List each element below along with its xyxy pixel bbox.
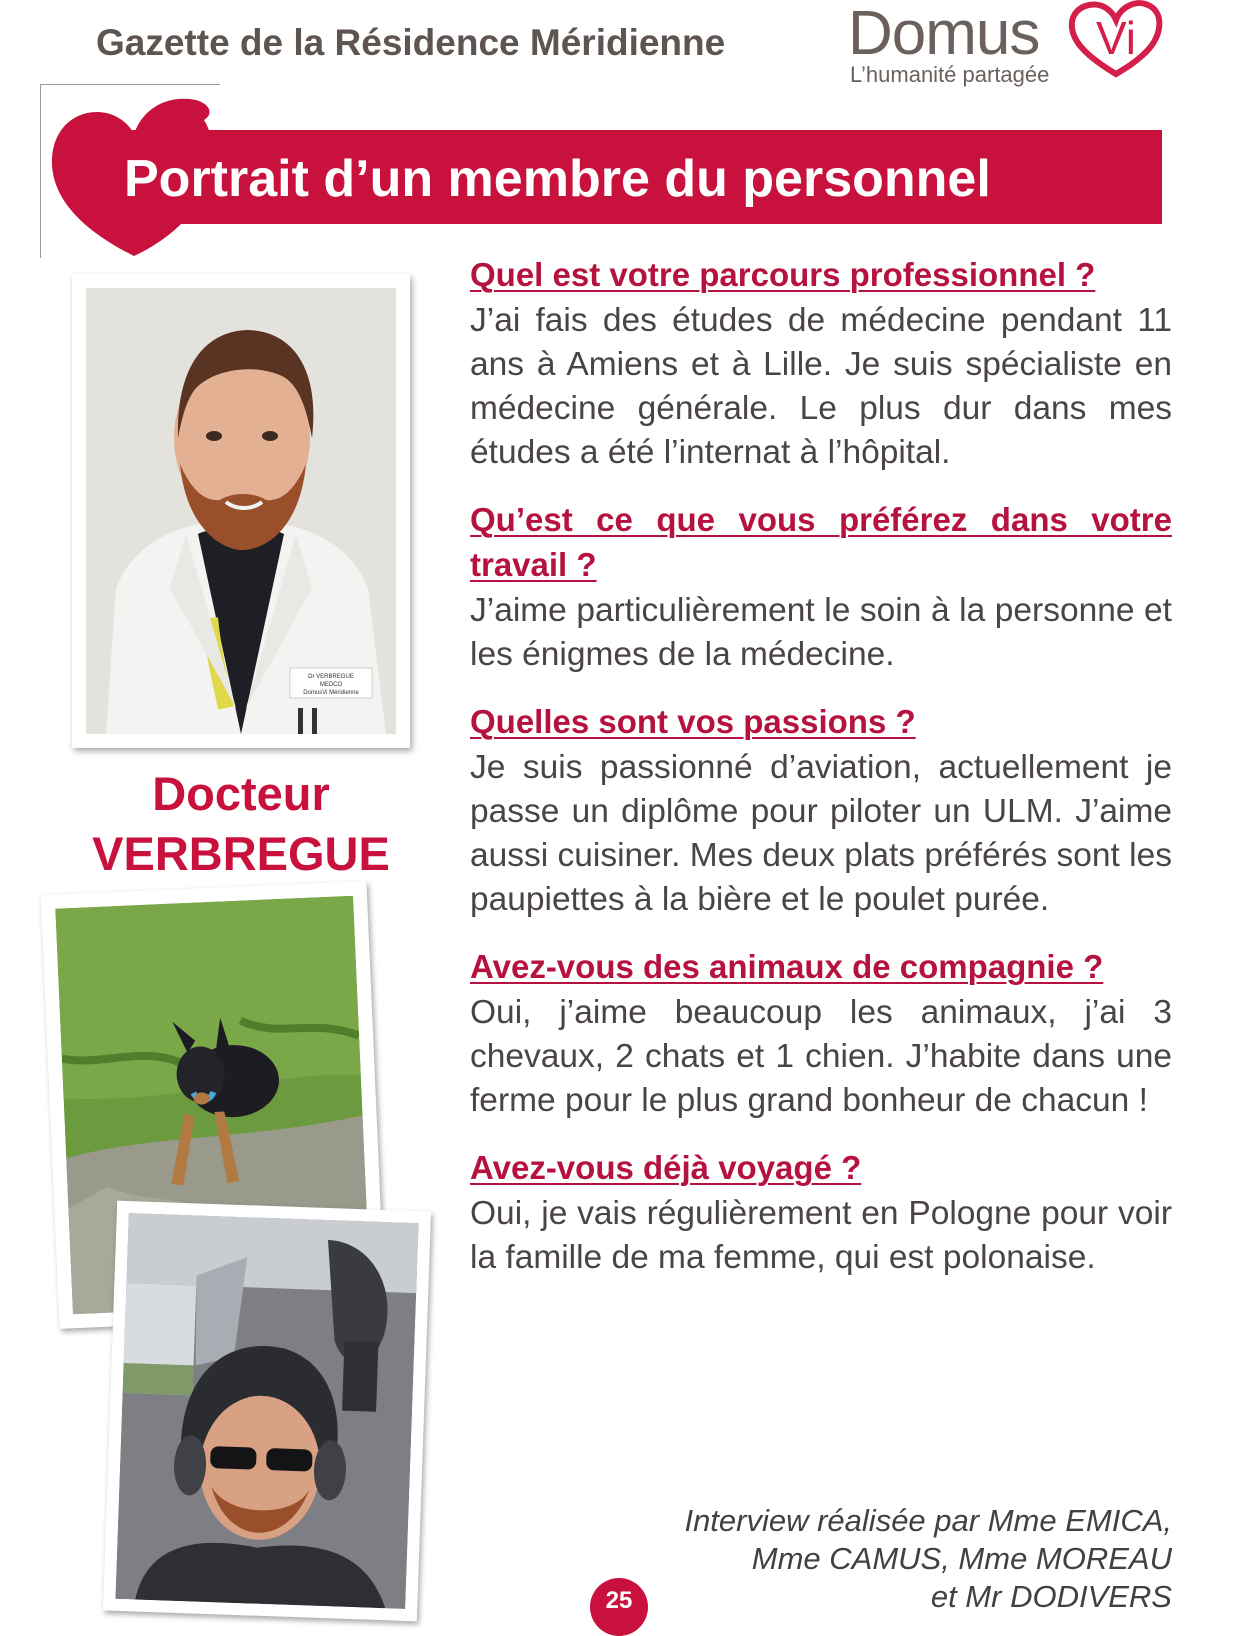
doctor-title: Docteur: [152, 767, 330, 820]
qa-block: [470, 1145, 1172, 1280]
page-number: 25: [590, 1578, 648, 1636]
interview-article: [470, 252, 1172, 1302]
credit-line: Interview réalisée par Mme EMICA,: [684, 1503, 1172, 1538]
credit-line: Mme CAMUS, Mme MOREAU: [751, 1541, 1172, 1576]
svg-text:MEDCO: MEDCO: [319, 682, 343, 688]
gazette-title: Gazette de la Résidence Méridienne: [96, 22, 726, 63]
answer-text: Oui, je vais régulièrement en Pologne pour voir la famille de ma femme, qui est polonaise.: [470, 1195, 1172, 1276]
question-heading: Qu’est ce que vous préférez dans votre travail ?: [470, 501, 1172, 583]
question-heading: Quel est votre parcours professionnel ?: [470, 256, 1096, 293]
domusvi-logo: [848, 0, 1168, 100]
doctor-portrait-image: [86, 288, 396, 734]
interview-credit: [620, 1502, 1172, 1616]
answer-text: J’aime particulièrement le soin à la personne et les énigmes de la médecine.: [470, 592, 1172, 673]
question-heading: Quelles sont vos passions ?: [470, 703, 916, 740]
answer-text: Oui, j’aime beaucoup les animaux, j’ai 3 chevaux, 2 chats et 1 chien. J’habite dans une ferme pour le plus grand bonheur de chacun !: [470, 994, 1172, 1119]
qa-block: [470, 252, 1172, 475]
logo-heart-letters: Vi: [1095, 12, 1137, 64]
portrait-photo: [72, 274, 410, 748]
answer-text: J’ai fais des études de médecine pendant 11 ans à Amiens et à Lille. Je suis spécialiste en médecine générale. Le plus dur dans mes études a été l’internat à l’hôpital.: [470, 302, 1172, 471]
qa-block: [470, 699, 1172, 922]
qa-block: [470, 944, 1172, 1123]
answer-text: Je suis passionné d’aviation, actuellement je passe un diplôme pour piloter un ULM. J’aime aussi cuisiner. Mes deux plats préférés sont les paupiettes à la bière et le poulet purée.: [470, 749, 1172, 918]
credit-line: et Mr DODIVERS: [930, 1579, 1172, 1614]
pilot-image: [115, 1213, 418, 1609]
doctor-name: [78, 764, 404, 884]
pilot-photo: [103, 1201, 431, 1622]
logo-tagline: L’humanité partagée: [850, 62, 1050, 87]
svg-text:Dr VERBREGUE: Dr VERBREGUE: [308, 674, 354, 680]
doctor-surname: VERBREGUE: [92, 827, 390, 880]
section-title: Portrait d’un membre du personnel: [124, 150, 991, 208]
logo-wordmark: Domus: [848, 0, 1040, 68]
svg-text:DomusVi Méridienne: DomusVi Méridienne: [303, 690, 359, 696]
question-heading: Avez-vous déjà voyagé ?: [470, 1149, 862, 1186]
question-heading: Avez-vous des animaux de compagnie ?: [470, 948, 1104, 985]
logo-heart-icon: [1066, 0, 1166, 78]
qa-block: [470, 497, 1172, 677]
